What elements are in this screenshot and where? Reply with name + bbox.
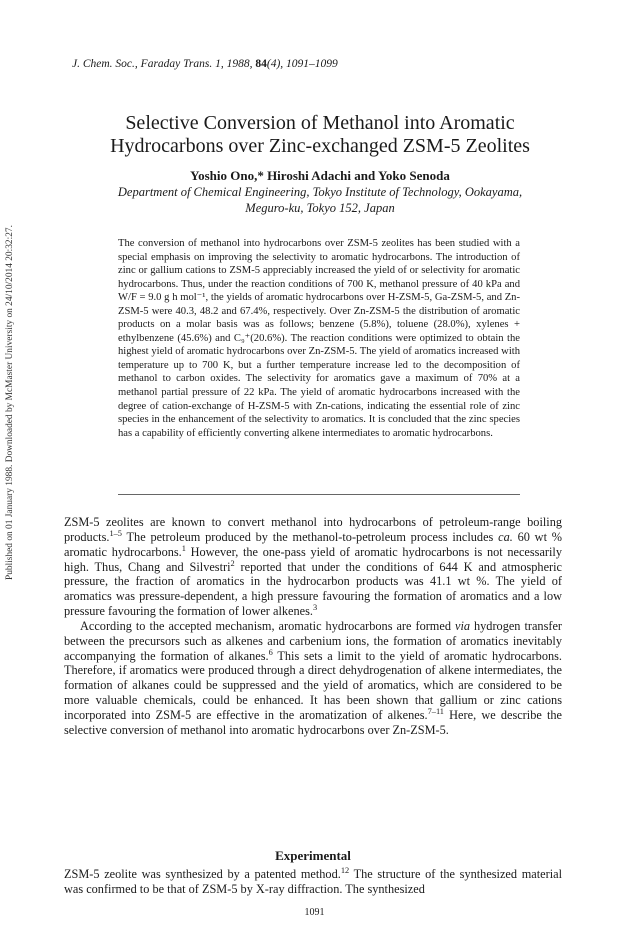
text: ZSM-5 zeolite was synthesized by a patented method. — [64, 867, 341, 881]
journal-year: 1988, — [226, 58, 253, 70]
citation-ref: 7–11 — [427, 706, 444, 716]
citation-ref: 1–5 — [109, 528, 122, 538]
download-notice: Published on 01 January 1988. Downloaded by McMaster University on 24/10/2014 20:32:27. — [5, 225, 15, 580]
affiliation — [60, 184, 580, 216]
affiliation-line-1: Department of Chemical Engineering, Tokyo Institute of Technology, Ookayama, — [117, 185, 523, 199]
intro-paragraph-1 — [64, 515, 562, 619]
intro-paragraph-2 — [64, 619, 562, 738]
citation-ref: 12 — [340, 865, 350, 875]
text: According to the accepted mechanism, aromatic hydrocarbons are formed — [80, 618, 455, 633]
page-number: 1091 — [304, 907, 325, 918]
text: 60 wt % aromatic hydrocarbons. — [64, 529, 563, 559]
text: The petroleum produced by the methanol-to-petroleum process includes — [121, 529, 499, 544]
section-heading-experimental: Experimental — [275, 848, 351, 863]
text: hydrogen transfer between the precursors such as alkenes and carbenium ions, the formation of aromatics inevitably accompanying the formation of alkanes. — [64, 618, 562, 663]
citation-ref: 3 — [312, 602, 318, 612]
citation-ref: 1 — [181, 543, 186, 553]
authors: Yoshio Ono,* Hiroshi Adachi and Yoko Senoda — [190, 168, 450, 183]
introduction — [64, 515, 562, 738]
journal-volume: 84 — [255, 58, 267, 70]
text: Here, we describe the selective conversion of methanol into aromatic hydrocarbons over Zn-ZSM-5. — [64, 707, 563, 737]
italic-term: via — [454, 618, 471, 633]
experimental-text — [64, 867, 562, 897]
journal-name: J. Chem. Soc., Faraday Trans. 1, — [72, 58, 224, 70]
journal-citation — [72, 58, 338, 70]
journal-issue-pages: (4), 1091–1099 — [266, 58, 338, 70]
text: reported that under the conditions of 644 K and atmospheric pressure, the fraction of aromatics in the hydrocarbon products was 41.1 wt %. The yield of aromatics was pressure-dependent, a high pressure favouring the formation of aromatics and a low pressure favouring the formation of lower alkenes. — [64, 559, 563, 619]
text: This sets a limit to the yield of aromatic hydrocarbons. Therefore, if aromatics were produced through a direct dehydrogenation of alkene intermediates, the formation of alkanes could be suppressed and the yield of aromatics, which are considered to be more valuable chemicals, could be enhanced. It has been shown that gallium or zinc cations incorporated into ZSM-5 are effective in the aromatization of alkenes. — [64, 648, 562, 722]
article-title-line-1: Selective Conversion of Methanol into Aromatic — [125, 112, 515, 134]
article-title — [80, 112, 560, 158]
abstract-divider — [118, 494, 520, 495]
citation-ref: 2 — [230, 558, 235, 568]
citation-ref: 6 — [268, 647, 273, 657]
article-title-line-2: Hydrocarbons over Zinc-exchanged ZSM-5 Zeolites — [110, 135, 530, 157]
text: However, the one-pass yield of aromatic hydrocarbons is not necessarily high. Thus, Chang and Silvestri — [64, 544, 562, 574]
affiliation-line-2: Meguro-ku, Tokyo 152, Japan — [245, 201, 395, 215]
abstract: The conversion of methanol into hydrocarbons over ZSM-5 zeolites has been studied with a special emphasis on improving the selectivity to aromatic hydrocarbons. The introduction of zinc or gallium cations to ZSM-5 appreciably increased the yield of or selectivity for aromatic hydrocarbons. Thus, under the reaction conditions of 700 K, methanol pressure of 40 kPa and W/F = 9.0 g h mol⁻¹, the yields of aromatic hydrocarbons over H-ZSM-5, Ga-ZSM-5, and Zn-ZSM-5 were 40.3, 48.2 and 67.4%, respectively. Over Zn-ZSM-5 the distribution of aromatic products on a molar basis was as follows; benzene (5.8%), toluene (28.0%), xylenes + ethylbenzene (45.6%) and C₉⁺(20.6%). The reaction conditions were optimized to obtain the highest yield of aromatic hydrocarbons over Zn-ZSM-5. The yield of aromatics increased with temperature up to 700 K, but a further temperature increase led to the decomposition of methanol to carbon oxides. The selectivity for aromatics gave a maximum of 70% at a methanol partial pressure of 22 kPa. The yield of aromatic hydrocarbons increased with the degree of cation-exchange of H-ZSM-5 with Zn-cations, indicating the essential role of zinc species in the enhancement of the selectivity to aromatics. It is concluded that the zinc species has a capability of efficiently converting alkene intermediates to aromatic hydrocarbons. — [118, 238, 520, 439]
text: The structure of the synthesized material was confirmed to be that of ZSM-5 by X-ray diffraction. The synthesized — [64, 867, 562, 896]
italic-term: ca. — [498, 529, 513, 544]
text: ZSM-5 zeolites are known to convert methanol into hydrocarbons of petroleum-range boiling products. — [64, 515, 562, 544]
